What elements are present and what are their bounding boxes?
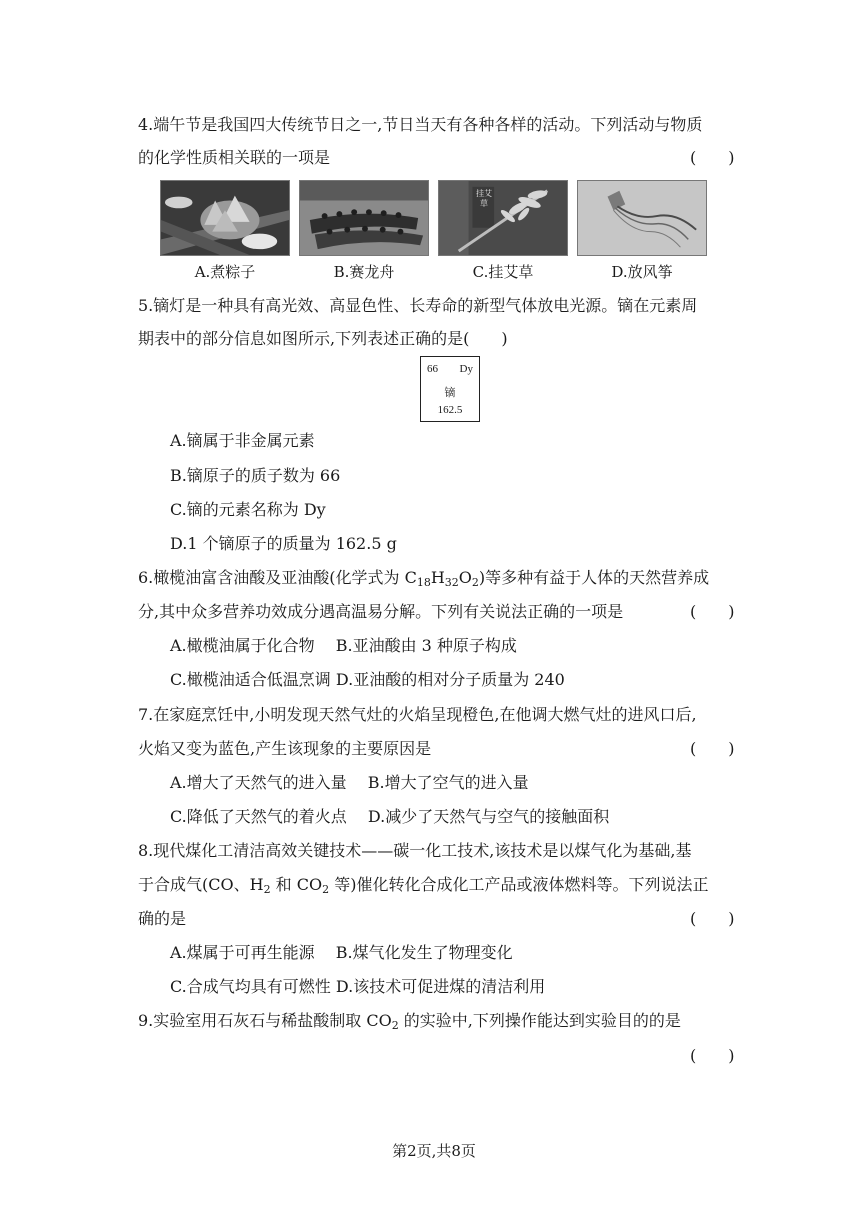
q5-option-a: A.镝属于非金属元素 — [170, 431, 315, 450]
q6-options-ab: A.橄榄油属于化合物 B.亚油酸由 3 种原子构成 — [170, 636, 517, 655]
q5-option-c: C.镝的元素名称为 Dy — [170, 500, 326, 519]
q5-option-b: B.镝原子的质子数为 66 — [170, 466, 341, 485]
q6-options-cd: C.橄榄油适合低温烹调 D.亚油酸的相对分子质量为 240 — [170, 670, 565, 689]
element-symbol: Dy — [459, 363, 473, 375]
q7-answer-paren: ( ) — [690, 739, 735, 758]
q8-stem-line3: 确的是 — [138, 909, 187, 928]
q4-option-b: B.赛龙舟 — [333, 263, 395, 281]
q6-stem-line2: 分,其中众多营养功效成分遇高温易分解。下列有关说法正确的一项是 — [138, 602, 624, 621]
element-name: 镝 — [444, 387, 456, 399]
q8-stem-line1: 8.现代煤化工清洁高效关键技术——碳一化工技术,该技术是以煤气化为基础,基 — [138, 841, 692, 860]
kite-photo — [577, 180, 707, 256]
q7-options-cd: C.降低了天然气的着火点 D.减少了天然气与空气的接触面积 — [170, 807, 610, 826]
q7-stem-line1: 7.在家庭烹饪中,小明发现天然气灶的火焰呈现橙色,在他调大燃气灶的进风口后, — [138, 705, 697, 724]
q9-answer-paren: ( ) — [690, 1046, 735, 1065]
q4-option-d: D.放风筝 — [611, 263, 673, 281]
q4-answer-paren: ( ) — [690, 148, 735, 167]
atomic-mass: 162.5 — [437, 404, 463, 416]
mugwort-photo — [438, 180, 568, 256]
q9-stem-line1: 9.实验室用石灰石与稀盐酸制取 $CO_2$ 的实验中,下列操作能达到实验目的的是 — [138, 1011, 681, 1032]
q7-options-ab: A.增大了天然气的进入量 B.增大了空气的进入量 — [170, 773, 529, 792]
q5-stem-line1: 5.镝灯是一种具有高光效、高显色性、长寿命的新型气体放电光源。镝在元素周 — [138, 296, 698, 315]
q8-options-ab: A.煤属于可再生能源 B.煤气化发生了物理变化 — [170, 943, 513, 962]
q4-option-a: A.煮粽子 — [194, 263, 256, 281]
periodic-element-card — [420, 356, 480, 422]
dragon-boat-photo — [299, 180, 429, 256]
q8-options-cd: C.合成气均具有可燃性 D.该技术可促进煤的清洁利用 — [170, 977, 546, 996]
q6-answer-paren: ( ) — [690, 602, 735, 621]
q4-stem-line1: 4.端午节是我国四大传统节日之一,节日当天有各种各样的活动。下列活动与物质 — [138, 115, 703, 134]
page-footer: 第2页,共8页 — [392, 1142, 476, 1160]
zongzi-photo — [160, 180, 290, 256]
q5-option-d: D.1 个镝原子的质量为 162.5 g — [170, 534, 397, 553]
q5-stem-line2: 期表中的部分信息如图所示,下列表述正确的是( ) — [138, 329, 508, 348]
q8-answer-paren: ( ) — [690, 909, 735, 928]
q4-stem-line2: 的化学性质相关联的一项是 — [138, 148, 331, 167]
q7-stem-line2: 火焰又变为蓝色,产生该现象的主要原因是 — [138, 739, 432, 758]
q6-stem-line1: 6.橄榄油富含油酸及亚油酸(化学式为 $C_{18}H_{32}O_2$)等多种有益于人体的天然营养成 — [138, 568, 710, 589]
atomic-number: 66 — [427, 363, 438, 375]
q8-stem-line2: 于合成气(CO、$H_2$ 和 $CO_2$ 等)催化转化合成化工产品或液体燃料等。下列说法正 — [138, 875, 709, 896]
mugwort-sign: 挂艾草 — [476, 189, 492, 208]
q4-option-c: C.挂艾草 — [472, 263, 534, 281]
